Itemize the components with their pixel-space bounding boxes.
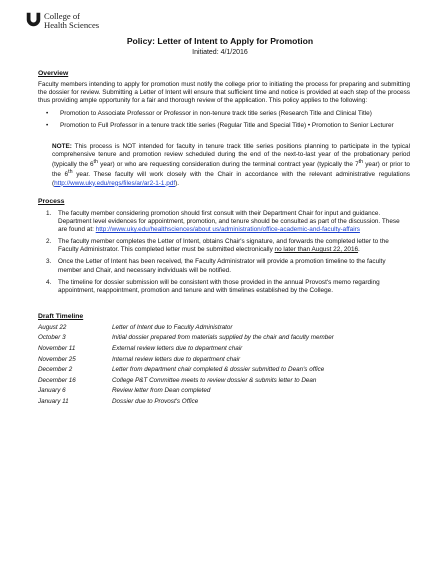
table-row: December 2 Letter from department chair completed & dossier submitted to Dean's office: [38, 366, 325, 374]
table-row: October 3 Initial dossier prepared from materials supplied by the chair and faculty member: [38, 334, 334, 342]
timeline-heading: Draft Timeline: [38, 313, 84, 321]
table-row: January 6 Review letter from Dean completed: [38, 387, 211, 395]
process-step-1: 1. The faculty member considering promotion should first consult with their Department Chair for input and guidance. Department level evidences for appointment, promotion, and tenure should be consulted as part of the discussion. These are found at: http://www.uky.edu/healthsciences/about us/administration/office-academic-and-faculty-affairs: [46, 209, 400, 233]
overview-bullet-list: [38, 110, 410, 130]
table-row: November 11 External review letters due to department chair: [38, 345, 243, 353]
deadline-text: no later than August 22, 2016: [274, 246, 359, 254]
page-title: Policy: Letter of Intent to Apply for Promotion: [126, 36, 314, 46]
process-list: [38, 210, 410, 296]
process-step-3: 3. Once the Letter of Intent has been received, the Faculty Administrator will provide a promotion timeline to the faculty member and Chair, and necessary individuals will be notified.: [46, 258, 386, 274]
table-row: January 11 Dossier due to Provost's Office: [38, 398, 199, 406]
logo-line-1: College of: [44, 11, 81, 21]
overview-bullet-2: • Promotion to Full Professor in a tenure track title series (Regular Title and Special Title) • Promotion to Senior Lecturer: [38, 122, 410, 130]
process-heading: Process: [38, 197, 65, 205]
timeline-table: [38, 324, 334, 409]
table-row: December 16 College P&T Committee meets to review dossier & submits letter to Dean: [38, 376, 317, 384]
college-logo: [26, 12, 99, 30]
regulations-link[interactable]: http://www.uky.edu/regs/files/ar/ar2-1-1.pdf: [54, 179, 176, 187]
logo-line-2: Health Sciences: [44, 20, 100, 30]
uk-logo-icon: [26, 12, 41, 27]
initiated-date: Initiated: 4/1/2016: [192, 49, 248, 56]
overview-paragraph: Faculty members intending to apply for promotion must notify the college prior to initiating the process for preparing and submitting the dossier for review. Submitting a Letter of Intent will ensure that sufficient time and notice is provided at each step of the process thus providing ample opportunity for a fair and thorough review of the application. This policy applies to the following:: [38, 80, 410, 105]
faculty-affairs-link[interactable]: http://www.uky.edu/healthsciences/about us/administration/office-academic-and-faculty-affairs: [95, 225, 360, 233]
table-row: November 25 Internal review letters due to department chair: [38, 355, 241, 363]
table-row: August 22 Letter of Intent due to Faculty Administrator: [38, 323, 233, 331]
overview-heading: Overview: [38, 70, 69, 77]
process-step-4: 4. The timeline for dossier submission will be consistent with those provided in the annual Provost's memo regarding appointment, reappointment, promotion and tenure and with timelines established by the College.: [46, 278, 380, 294]
note-label: NOTE:: [52, 142, 72, 150]
note-paragraph: NOTE: This process is NOT intended for faculty in tenure track title series positions planning to participate in the typical comprehensive tenure and promotion review scheduled during the end of the next-to-last year of the probationary period (typically the 6th year) or who are requesting consideration during the terminal contract year (typically the 7th year) or prior to the 6th year. These faculty will work closely with the Chair in accordance with the relevant administrative regulations (http://www.uky.edu/regs/files/ar/ar2-1-1.pdf).: [52, 142, 411, 187]
overview-bullet-1: • Promotion to Associate Professor or Professor in non-tenure track title series (Research Title and Clinical Title): [38, 110, 410, 118]
process-step-2: 2. The faculty member completes the Letter of Intent, obtains Chair's signature, and forwards the completed letter to the Faculty Administrator. This completed letter must be submitted electronically no later than August 22, 2016.: [46, 238, 389, 254]
